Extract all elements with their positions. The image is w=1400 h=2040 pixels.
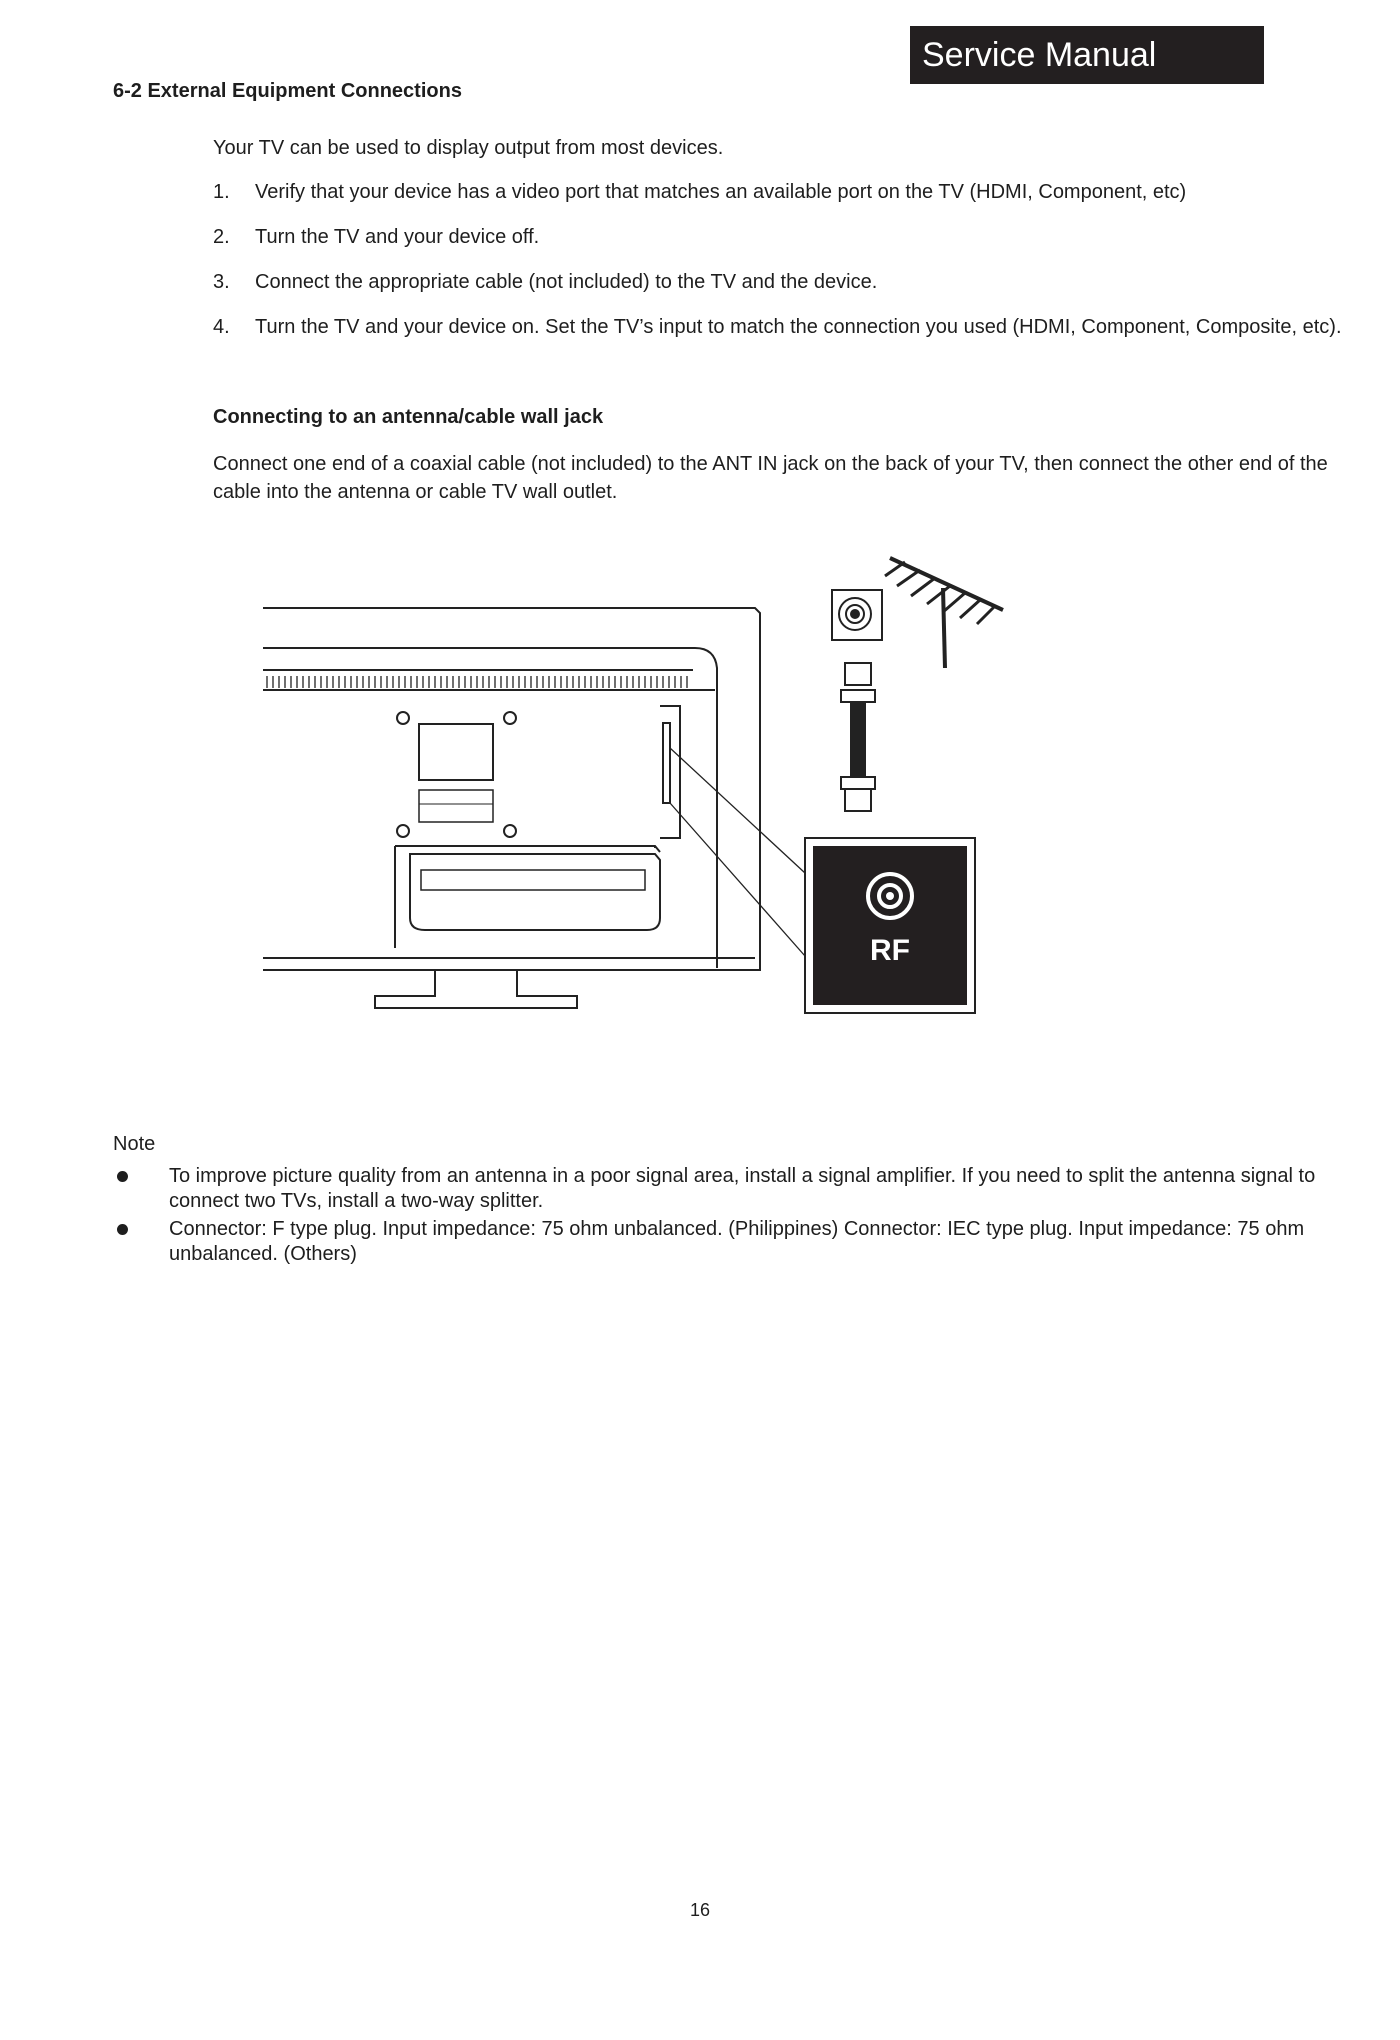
- antenna-section-text: Connect one end of a coaxial cable (not included) to the ANT IN jack on the back of your TV, then connect the other end of the cable into the antenna or cable TV wall outlet.: [213, 453, 1328, 503]
- tv-outline: [263, 608, 760, 970]
- service-manual-banner: Service Manual: [910, 26, 1264, 84]
- page-number: 16: [689, 1900, 711, 1920]
- step-number: 2.: [213, 226, 230, 248]
- note-title: Note: [113, 1133, 156, 1155]
- step-text: Connect the appropriate cable (not included) to the TV and the device.: [255, 271, 878, 293]
- rf-port-label: RF: [870, 934, 910, 967]
- step-item: [213, 313, 1373, 341]
- bullet-icon: [117, 1171, 128, 1182]
- steps-list: [213, 178, 1373, 358]
- note-text: To improve picture quality from an antenna in a poor signal area, install a signal amplifier. If you need to split the antenna signal to connect two TVs, install a two-way splitter.: [169, 1165, 1316, 1212]
- note-text: Connector: F type plug. Input impedance: 75 ohm unbalanced. (Philippines) Connector: IEC type plug. Input impedance: 75 ohm unbalanced. (Others): [169, 1218, 1305, 1265]
- note-item: [113, 1164, 1343, 1214]
- note-list: [113, 1164, 1343, 1270]
- step-number: 4.: [213, 316, 230, 338]
- step-item: [213, 268, 1373, 296]
- section-title: 6-2 External Equipment Connections: [113, 80, 462, 102]
- step-text: Turn the TV and your device off.: [255, 226, 540, 248]
- antenna-section-title: Connecting to an antenna/cable wall jack: [213, 406, 604, 428]
- step-text: Verify that your device has a video port that matches an available port on the TV (HDMI, Component, etc): [255, 181, 1187, 203]
- note-item: [113, 1217, 1343, 1267]
- step-item: [213, 178, 1373, 206]
- antenna-connection-diagram: [255, 548, 1055, 1028]
- tv-vents: [267, 676, 687, 688]
- intro-text: Your TV can be used to display output from most devices.: [213, 137, 724, 159]
- step-item: [213, 223, 1373, 251]
- step-number: 1.: [213, 181, 230, 203]
- step-number: 3.: [213, 271, 230, 293]
- bullet-icon: [117, 1224, 128, 1235]
- step-text: Turn the TV and your device on. Set the TV’s input to match the connection you used (HDMI, Component, Composite, etc).: [255, 316, 1342, 338]
